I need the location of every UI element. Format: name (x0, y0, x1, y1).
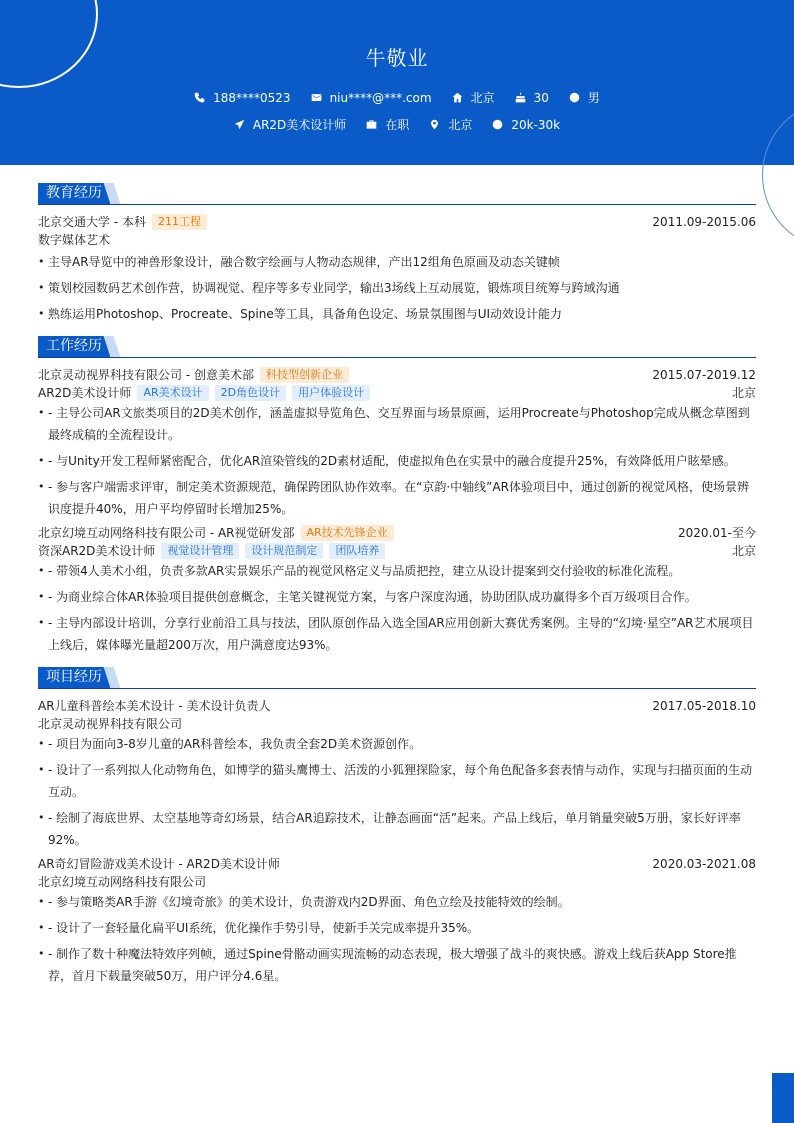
list-item: • - 参与策略类AR手游《幻境奇旅》的美术设计，负责游戏内2D界面、角色立绘及技能特效的绘制。 (38, 891, 756, 913)
list-item: • 熟练运用Photoshop、Procreate、Spine等工具，具备角色设定、场景氛围图与UI动效设计能力 (38, 303, 756, 325)
list-item: • - 项目为面向3-8岁儿童的AR科普绘本，我负责全套2D美术资源创作。 (38, 733, 756, 755)
project-date: 2020.03-2021.08 (652, 857, 756, 871)
gender-icon (569, 92, 580, 103)
project-row (38, 697, 756, 715)
section-header (38, 183, 756, 205)
decorative-block (772, 1073, 794, 1123)
age-info (515, 91, 549, 105)
skill-tag: 2D角色设计 (215, 385, 286, 401)
location-info (429, 116, 472, 133)
project-name: AR奇幻冒险游戏美术设计 - AR2D美术设计师 (38, 857, 280, 871)
job-date: 2015.07-2019.12 (652, 368, 756, 382)
section-title: 项目经历 (38, 667, 110, 688)
school-name: 北京交通大学 - 本科 (38, 215, 146, 229)
list-item: • 策划校园数码艺术创作营，协调视觉、程序等多专业同学，输出3场线上互动展览，锻炼项目统筹与跨域沟通 (38, 277, 756, 299)
list-item: • - 设计了一系列拟人化动物角色，如博学的猫头鹰博士、活泼的小狐狸探险家，每个角色配备多套表情与动作，实现与扫描页面的生动互动。 (38, 759, 756, 803)
location-icon (429, 119, 440, 130)
age-text: 30 (533, 90, 549, 105)
list-item: • - 设计了一套轻量化扁平UI系统，优化操作手势引导，使新手关完成率提升35%。 (38, 917, 756, 939)
company-tag: AR技术先锋企业 (301, 525, 394, 541)
job-position-row (38, 384, 756, 402)
phone-text: 188****0523 (213, 90, 291, 105)
phone-icon (194, 92, 205, 103)
home-icon (452, 92, 463, 103)
company-name: 北京灵动视界科技有限公司 - 创意美术部 (38, 368, 254, 382)
location-text: 北京 (448, 118, 473, 132)
resume-body (38, 183, 756, 991)
education-date: 2011.09-2015.06 (652, 215, 756, 229)
job-city: 北京 (731, 386, 756, 400)
candidate-name: 牛敬业 (365, 46, 429, 70)
job-position-row (38, 542, 756, 560)
skill-tag: 设计规范制定 (245, 543, 323, 559)
list-item: • 主导AR导览中的神兽形象设计，融合数字绘画与人物动态规律，产出12组角色原画及动态关键帧 (38, 251, 756, 273)
gender-info (569, 89, 600, 106)
job-bullets (38, 402, 756, 520)
work-section (38, 336, 756, 656)
project-date: 2017.05-2018.10 (652, 699, 756, 713)
section-header (38, 667, 756, 689)
education-bullets (38, 251, 756, 325)
email-info (311, 91, 432, 105)
section-title: 工作经历 (38, 336, 110, 357)
status-info (366, 116, 409, 133)
cake-icon (515, 92, 526, 103)
section-header (38, 336, 756, 358)
salary-text: 20k-30k (511, 117, 561, 132)
resume-header (0, 0, 794, 165)
skill-tag: 团队培养 (329, 543, 385, 559)
list-item: • - 为商业综合体AR体验项目提供创意概念，主笔关键视觉方案，与客户深度沟通，协助团队成功赢得多个百万级项目合作。 (38, 586, 756, 608)
email-text: niu****@***.com (329, 90, 432, 105)
list-item: • - 参与客户端需求评审，制定美术资源规范，确保跨团队协作效率。在“京韵·中轴线”AR体验项目中，通过创新的视觉风格，使场景辨识度提升40%，用户平均停留时长增加25%。 (38, 476, 756, 520)
project-company: 北京灵动视界科技有限公司 (38, 717, 183, 731)
position-info (234, 116, 346, 133)
phone-info (194, 91, 290, 105)
section-title: 教育经历 (38, 183, 110, 204)
list-item: • - 制作了数十种魔法特效序列帧，通过Spine骨骼动画实现流畅的动态表现，极大增强了战斗的爽快感。游戏上线后获App Store推荐，首月下载量突破50万，用户评分4.6星。 (38, 943, 756, 987)
job-company-row (38, 524, 756, 542)
skill-tag: 用户体验设计 (292, 385, 370, 401)
city-text: 北京 (470, 91, 495, 105)
job-intent-row (0, 116, 794, 133)
job-date: 2020.01-至今 (678, 526, 756, 540)
mail-icon (311, 92, 322, 103)
briefcase-icon (366, 119, 377, 130)
school-tag: 211工程 (152, 214, 207, 230)
contact-row (0, 89, 794, 106)
list-item: • - 带领4人美术小组，负责多款AR实景娱乐产品的视觉风格定义与品质把控，建立从设计提案到交付验收的标准化流程。 (38, 560, 756, 582)
job-bullets (38, 560, 756, 656)
gender-text: 男 (587, 91, 600, 105)
major: 数字媒体艺术 (38, 233, 111, 247)
job-position: 资深AR2D美术设计师 (38, 544, 156, 558)
salary-info (492, 118, 560, 132)
company-name: 北京幻境互动网络科技有限公司 - AR视觉研发部 (38, 526, 295, 540)
list-item: • - 主导内部设计培训，分享行业前沿工具与技法，团队原创作品入选全国AR应用创新大赛优秀案例。主导的“幻境·星空”AR艺术展项目上线后，媒体曝光量超200万次，用户满意度达93%。 (38, 612, 756, 656)
project-row (38, 855, 756, 873)
job-city: 北京 (731, 544, 756, 558)
position-text: AR2D美术设计师 (252, 118, 347, 132)
salary-icon (492, 119, 503, 130)
list-item: • - 绘制了海底世界、太空基地等奇幻场景，结合AR追踪技术，让静态画面“活”起来。产品上线后，单月销量突破5万册，家长好评率92%。 (38, 807, 756, 851)
education-section (38, 183, 756, 325)
status-text: 在职 (385, 118, 410, 132)
project-name: AR儿童科普绘本美术设计 - 美术设计负责人 (38, 699, 271, 713)
job-company-row (38, 366, 756, 384)
project-section (38, 667, 756, 987)
education-row (38, 213, 756, 231)
project-company: 北京幻境互动网络科技有限公司 (38, 875, 207, 889)
list-item: • - 与Unity开发工程师紧密配合，优化AR渲染管线的2D素材适配，使虚拟角色在实景中的融合度提升25%，有效降低用户眩晕感。 (38, 450, 756, 472)
project-bullets (38, 733, 756, 851)
company-tag: 科技型创新企业 (260, 367, 349, 383)
send-icon (234, 119, 245, 130)
city-info (452, 89, 495, 106)
list-item: • - 主导公司AR文旅类项目的2D美术创作，涵盖虚拟导览角色、交互界面与场景原画，运用Procreate与Photoshop完成从概念草图到最终成稿的全流程设计。 (38, 402, 756, 446)
job-position: AR2D美术设计师 (38, 386, 132, 400)
skill-tag: AR美术设计 (137, 385, 208, 401)
skill-tag: 视觉设计管理 (161, 543, 239, 559)
project-bullets (38, 891, 756, 987)
